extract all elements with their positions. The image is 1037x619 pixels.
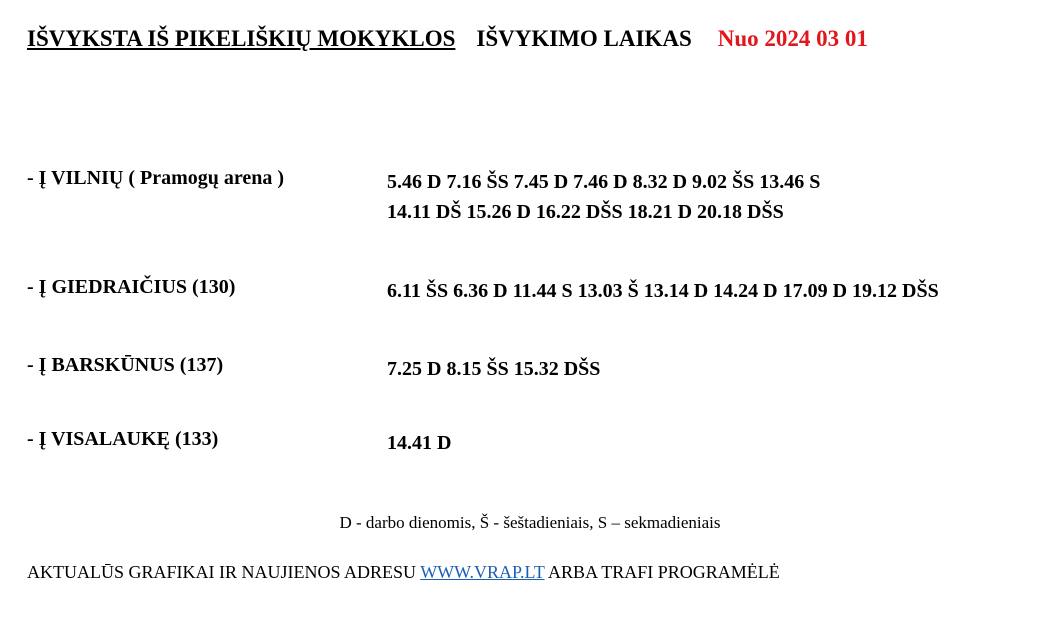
departure-times-line: 14.41 D (387, 432, 452, 454)
route-departure-times (387, 167, 820, 227)
route-destination: - Į GIEDRAIČIUS (130) (27, 276, 236, 298)
route-destination: - Į VILNIŲ ( Pramogų arena ) (27, 167, 285, 189)
footer-text-before: AKTUALŪS GRAFIKAI IR NAUJIENOS ADRESU (27, 562, 421, 582)
schedule-legend: D - darbo dienomis, Š - šeštadieniais, S – sekmadieniais (339, 513, 721, 532)
footer-text-after: ARBA TRAFI PROGRAMĖLĖ (544, 562, 780, 582)
departure-times-line: 6.11 ŠS 6.36 D 11.44 S 13.03 Š 13.14 D 14.24 D 17.09 D 19.12 DŠS (387, 280, 939, 302)
departure-time-label: IŠVYKIMO LAIKAS (476, 26, 692, 51)
departure-times-line: 7.25 D 8.15 ŠS 15.32 DŠS (387, 358, 601, 380)
departure-source-title: IŠVYKSTA IŠ PIKELIŠKIŲ MOKYKLOS (27, 26, 456, 51)
footer-notice (27, 562, 780, 583)
departure-times-line: 5.46 D 7.16 ŠS 7.45 D 7.46 D 8.32 D 9.02 ŠS 13.46 S (387, 171, 821, 193)
valid-from-date: Nuo 2024 03 01 (717, 26, 868, 51)
departure-times-line: 14.11 DŠ 15.26 D 16.22 DŠS 18.21 D 20.18 DŠS (387, 201, 784, 223)
website-link[interactable]: WWW.VRAP.LT (420, 562, 545, 582)
route-destination: - Į BARSKŪNUS (137) (27, 354, 224, 376)
route-departure-times (387, 428, 451, 458)
route-departure-times (387, 276, 939, 306)
route-departure-times (387, 354, 600, 384)
page-header (27, 26, 868, 52)
route-destination: - Į VISALAUKĘ (133) (27, 428, 219, 450)
